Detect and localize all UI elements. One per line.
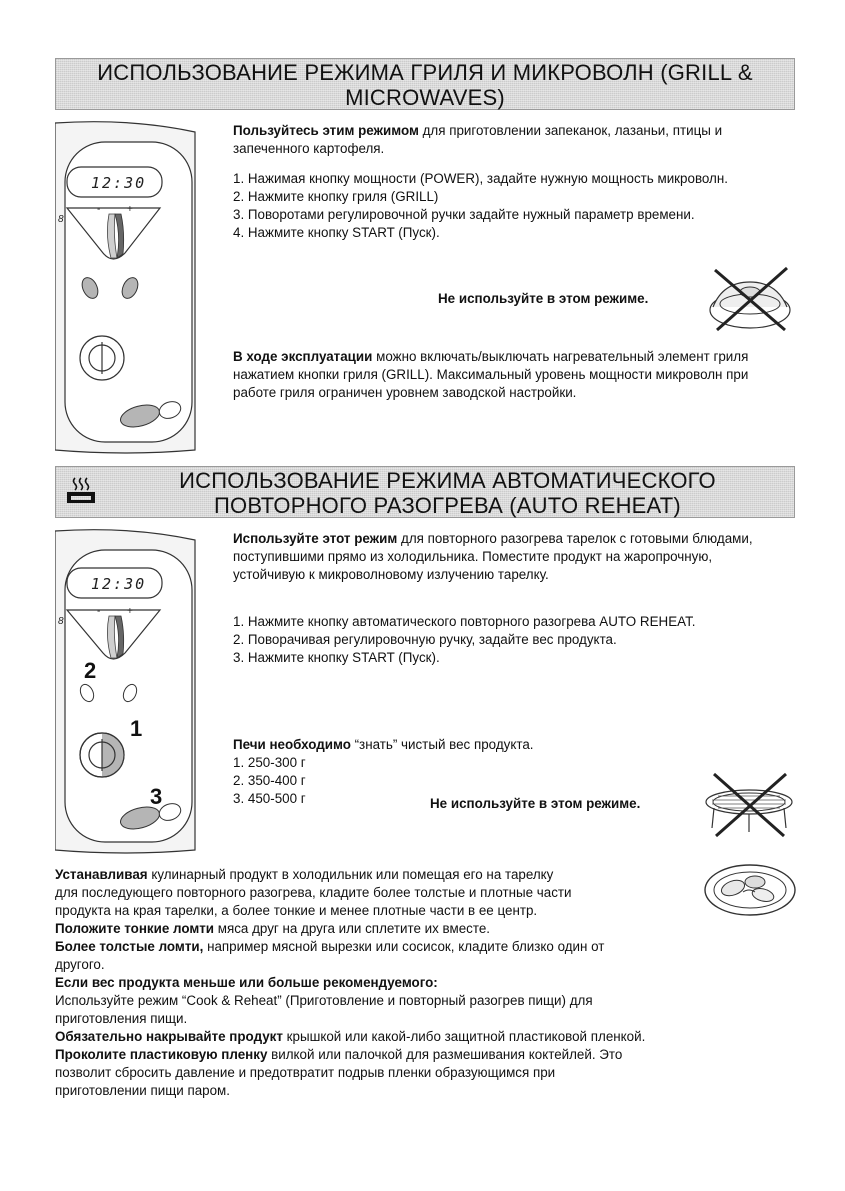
section1-title bbox=[55, 58, 795, 110]
weight-option: 3. 450-500 г bbox=[233, 791, 306, 806]
tip6-rest: крышкой или какой-либо защитной пластиковой пленкой. bbox=[282, 1029, 646, 1044]
weight-option: 1. 250-300 г bbox=[233, 755, 306, 770]
tip2-bold: Положите тонкие ломти bbox=[55, 921, 215, 936]
tip7-rest: вилкой или палочкой для размешивания коктейлей. Это bbox=[267, 1047, 623, 1062]
auto-reheat-icon bbox=[63, 475, 101, 505]
section2-step: 1. Нажмите кнопку автоматического повторного разогрева AUTO REHEAT. bbox=[233, 614, 696, 629]
section2-step: 2. Поворачивая регулировочную ручку, задайте вес продукта. bbox=[233, 632, 617, 647]
callout-3: 3 bbox=[150, 784, 163, 809]
section1-step: 3. Поворотами регулировочной ручки задайте нужный параметр времени. bbox=[233, 207, 695, 222]
section1-title-line2: MICROWAVES) bbox=[345, 85, 505, 110]
section1-steps bbox=[233, 170, 773, 242]
tip2-rest: мяса друг на друга или сплетите их вместе. bbox=[214, 921, 490, 936]
tip1-line2: для последующего повторного разогрева, кладите более толстые и плотные части bbox=[55, 885, 572, 900]
tip7-line3: приготовлении пищи паром. bbox=[55, 1083, 230, 1098]
display-readout: 12:30 bbox=[91, 174, 147, 192]
tip3-bold: Более толстые ломти, bbox=[55, 939, 204, 954]
svg-text:-: - bbox=[97, 606, 101, 617]
section1-operation-bold: В ходе эксплуатации bbox=[233, 349, 373, 364]
no-grill-rack-icon-2 bbox=[700, 770, 798, 842]
section1-step: 2. Нажмите кнопку гриля (GRILL) bbox=[233, 189, 439, 204]
section2-step: 3. Нажмите кнопку START (Пуск). bbox=[233, 650, 440, 665]
callout-2: 2 bbox=[84, 658, 97, 683]
section2-intro bbox=[233, 530, 778, 584]
section1-step: 4. Нажмите кнопку START (Пуск). bbox=[233, 225, 440, 240]
control-panel-illustration-1 bbox=[55, 120, 210, 458]
weight-option: 2. 350-400 г bbox=[233, 773, 306, 788]
svg-text:8: 8 bbox=[58, 214, 64, 225]
section2-title bbox=[55, 466, 795, 518]
svg-text:-: - bbox=[97, 204, 101, 215]
section2-weight-bold: Печи необходимо bbox=[233, 737, 351, 752]
control-panel-illustration-2 bbox=[55, 528, 210, 858]
tip5-line1: Используйте режим “Cook & Reheat” (Приготовление и повторный разогрев пищи) для bbox=[55, 993, 593, 1008]
section1-title-line1: ИСПОЛЬЗОВАНИЕ РЕЖИМА ГРИЛЯ И МИКРОВОЛН (GRILL & bbox=[97, 60, 753, 85]
tip7-bold: Проколите пластиковую пленку bbox=[55, 1047, 268, 1062]
tip3-rest: например мясной вырезки или сосисок, кладите близко один от bbox=[203, 939, 605, 954]
section2-weight-rest: “знать” чистый вес продукта. bbox=[350, 737, 534, 752]
section1-operation bbox=[233, 348, 793, 402]
tip4-heading: Если вес продукта меньше или больше рекомендуемого: bbox=[55, 975, 438, 990]
no-grill-rack-icon-1 bbox=[703, 262, 798, 337]
section2-warning: Не используйте в этом режиме. bbox=[430, 796, 641, 811]
tip7-line2: позволит сбросить давление и предотвратит подрыв пленки образующимся при bbox=[55, 1065, 556, 1080]
tip1-rest: кулинарный продукт в холодильник или помещая его на тарелку bbox=[147, 867, 554, 882]
svg-text:+: + bbox=[127, 204, 133, 215]
section1-intro-bold: Пользуйтесь этим режимом bbox=[233, 123, 419, 138]
section2-weight-note bbox=[233, 736, 753, 754]
section1-warning: Не используйте в этом режиме. bbox=[438, 291, 649, 306]
tip6-bold: Обязательно накрывайте продукт bbox=[55, 1029, 283, 1044]
tip1-bold: Устанавливая bbox=[55, 867, 148, 882]
section1-operation-rest: можно включать/выключать нагревательный элемент гриля нажатием кнопки гриля (GRILL). Максимальный уровень мощности микроволн при работе гриля ограничен уровнем заводской настройки. bbox=[233, 349, 749, 400]
svg-text:8: 8 bbox=[58, 616, 64, 627]
section2-title-line1: ИСПОЛЬЗОВАНИЕ РЕЖИМА АВТОМАТИЧЕСКОГО bbox=[179, 468, 716, 493]
section2-intro-rest: для повторного разогрева тарелок с готовыми блюдами, поступившими прямо из холодильника. Поместите продукт на жаропрочную, устойчивую к микроволновому излучению тарелку. bbox=[233, 531, 753, 582]
section2-steps bbox=[233, 613, 753, 667]
tip1-line3: продукта на края тарелки, а более тонкие и менее плотные части в ее центр. bbox=[55, 903, 538, 918]
tip3-line2: другого. bbox=[55, 957, 105, 972]
section2-weights bbox=[233, 754, 383, 808]
display-readout: 12:30 bbox=[91, 575, 147, 593]
section2-intro-bold: Используйте этот режим bbox=[233, 531, 398, 546]
callout-1: 1 bbox=[130, 716, 143, 741]
section1-intro bbox=[233, 122, 778, 158]
section1-intro-rest: для приготовлении запеканок, лазаньи, птицы и запеченного картофеля. bbox=[233, 123, 723, 156]
tip5-line2: приготовления пищи. bbox=[55, 1011, 188, 1026]
svg-text:+: + bbox=[127, 606, 133, 617]
section1-step: 1. Нажимая кнопку мощности (POWER), задайте нужную мощность микроволн. bbox=[233, 171, 728, 186]
section3-tips bbox=[55, 866, 795, 1100]
section2-title-line2: ПОВТОРНОГО РАЗОГРЕВА (AUTO REHEAT) bbox=[214, 493, 681, 518]
